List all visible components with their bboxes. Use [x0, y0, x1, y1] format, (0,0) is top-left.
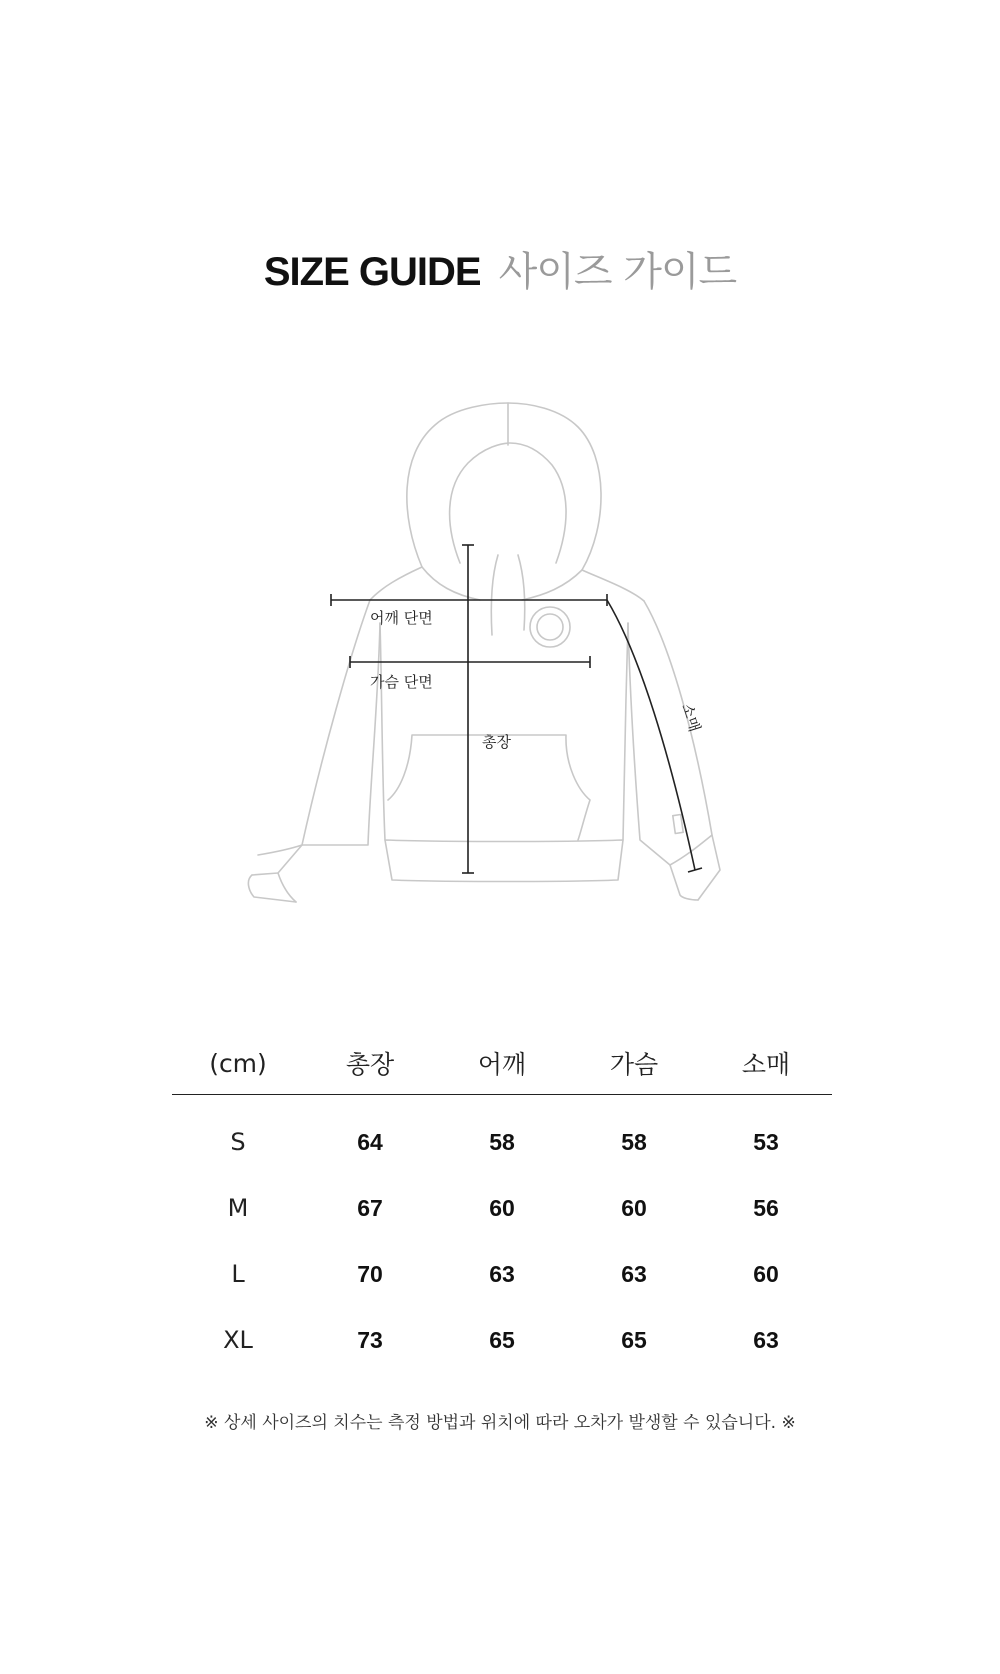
measurement-note: ※ 상세 사이즈의 치수는 측정 방법과 위치에 따라 오차가 발생할 수 있습니다. ※ — [204, 1413, 796, 1433]
right-shoulder — [582, 570, 644, 601]
right-sleeve — [644, 601, 720, 900]
table-row — [172, 1241, 832, 1307]
title-korean: 사이즈 가이드 — [498, 249, 737, 295]
shoulder-cell: 65 — [489, 1326, 515, 1353]
chest-emblem — [530, 607, 570, 647]
table-row — [172, 1175, 832, 1241]
shoulder-cell: 58 — [489, 1128, 515, 1155]
sleeve-measure-line — [607, 600, 695, 870]
sleeve-cell: 56 — [753, 1194, 779, 1221]
size-cell: L — [231, 1260, 245, 1288]
left-shoulder — [370, 567, 422, 600]
header-length: 총장 — [304, 1032, 436, 1095]
shoulder-cell: 60 — [489, 1194, 515, 1221]
hood-outline — [407, 403, 601, 570]
title-english: SIZE GUIDE — [263, 250, 481, 294]
chest-cell: 60 — [621, 1194, 647, 1221]
page-title — [0, 240, 1000, 297]
chest-label: 가슴 단면 — [370, 673, 433, 691]
chest-cell: 65 — [621, 1326, 647, 1353]
shoulder-cell: 63 — [489, 1260, 515, 1287]
length-cell: 73 — [357, 1326, 383, 1353]
header-shoulder: 어깨 — [436, 1032, 568, 1095]
hoodie-illustration — [240, 395, 760, 965]
length-cell: 64 — [357, 1128, 383, 1155]
size-cell: XL — [223, 1326, 253, 1354]
chest-cell: 63 — [621, 1260, 647, 1287]
shoulder-label: 어깨 단면 — [370, 609, 433, 627]
table-row — [172, 1307, 832, 1373]
size-cell: S — [230, 1128, 246, 1156]
sleeve-tag — [673, 815, 683, 834]
length-label: 총장 — [482, 733, 511, 751]
body-left — [380, 623, 385, 840]
size-cell: M — [227, 1194, 249, 1222]
header-unit: (cm) — [172, 1032, 304, 1095]
header-chest: 가슴 — [568, 1032, 700, 1095]
sleeve-label: 소매 — [677, 701, 704, 735]
sleeve-cell: 53 — [753, 1128, 779, 1155]
size-table — [172, 1032, 832, 1373]
hem — [385, 840, 623, 882]
length-cell: 67 — [357, 1194, 383, 1221]
hoodie-diagram — [240, 395, 760, 965]
left-sleeve — [252, 600, 370, 875]
table-header-row — [172, 1032, 832, 1095]
header-sleeve: 소매 — [700, 1032, 832, 1095]
chest-cell: 58 — [621, 1128, 647, 1155]
sleeve-cell: 60 — [753, 1260, 779, 1287]
body-right — [623, 623, 628, 840]
sleeve-cell: 63 — [753, 1326, 779, 1353]
length-cell: 70 — [357, 1260, 383, 1287]
table-row — [172, 1095, 832, 1176]
